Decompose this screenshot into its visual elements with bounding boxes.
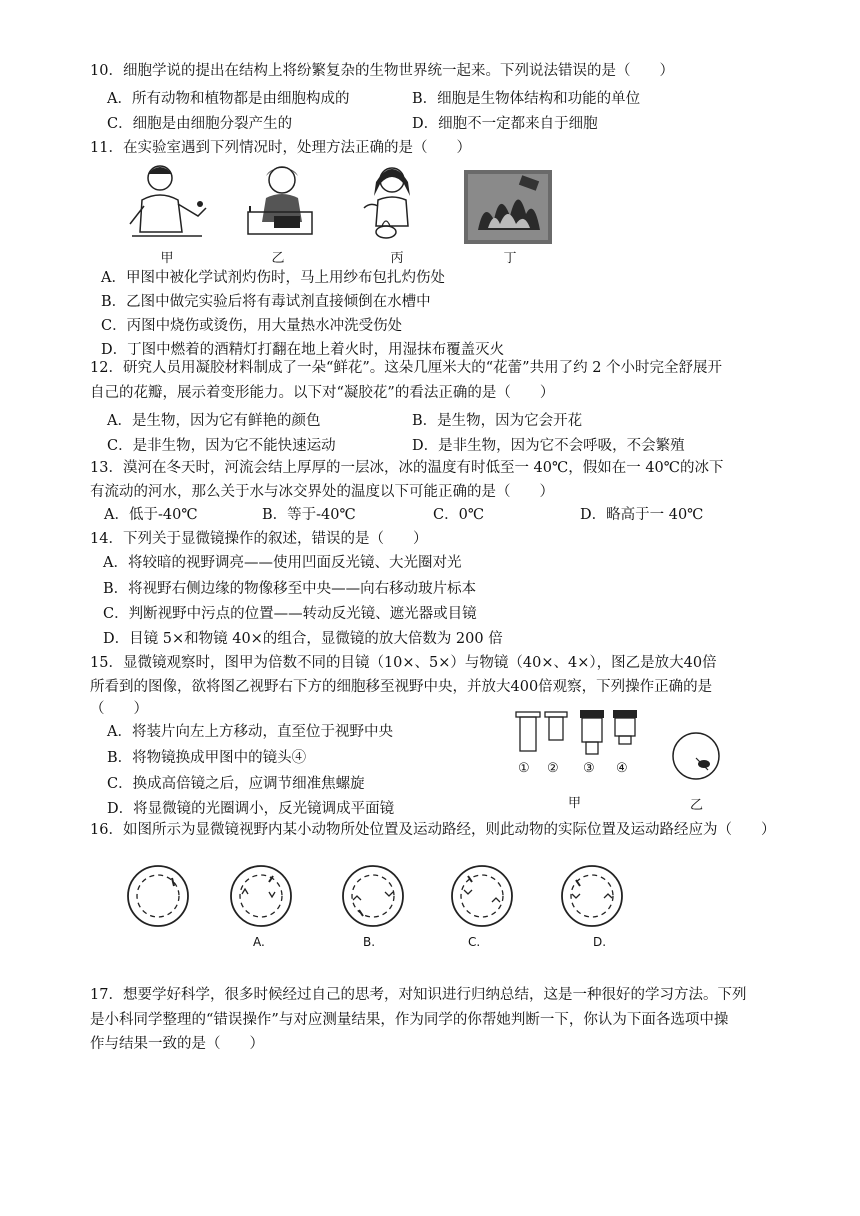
- q16-label-a: A.: [253, 935, 265, 949]
- q14-option-c[interactable]: C．判断视野中污点的位置——转动反光镜、遮光器或目镜: [103, 606, 477, 622]
- lab-accident-figure-yi: [244, 160, 316, 244]
- q11-option-c[interactable]: C．丙图中烧伤或烫伤，用大量热水冲洗受伤处: [101, 318, 403, 334]
- q12-option-b[interactable]: B．是生物，因为它会开花: [412, 413, 583, 429]
- q17-stem-line3: 作与结果一致的是（ ）: [90, 1036, 264, 1052]
- q17-stem-line2: 是小科同学整理的“错误操作”与对应测量结果，作为同学的你帮她判断一下，你认为下面各选项中操: [90, 1012, 729, 1028]
- q11-option-a[interactable]: A．甲图中被化学试剂灼伤时，马上用纱布包扎灼伤处: [101, 270, 445, 286]
- q16-question-circle: [126, 864, 190, 928]
- lens-number-3: ③: [583, 761, 595, 776]
- q16-option-b-circle[interactable]: [341, 864, 405, 928]
- q14-option-a[interactable]: A．将较暗的视野调亮——使用凹面反光镜、大光圈对光: [103, 555, 462, 571]
- q12-option-d[interactable]: D．是非生物，因为它不会呼吸，不会繁殖: [412, 438, 685, 454]
- lens-number-1: ①: [518, 761, 530, 776]
- q15-stem-line1: 15．显微镜观察时，图甲为倍数不同的目镜（10×、5×）与物镜（40×、4×），图乙是放大40倍: [90, 655, 717, 671]
- q15-option-d[interactable]: D．将显微镜的光圈调小，反光镜调成平面镜: [107, 801, 395, 817]
- q13-option-b[interactable]: B．等于-40℃: [262, 507, 356, 523]
- q13-option-c[interactable]: C．0℃: [433, 507, 485, 523]
- q10-option-d[interactable]: D．细胞不一定都来自于细胞: [412, 116, 598, 132]
- figure-label-ding: 丁: [503, 251, 517, 266]
- q16-label-c: C.: [468, 935, 481, 949]
- q16-option-c-circle[interactable]: [450, 864, 514, 928]
- q15-option-b[interactable]: B．将物镜换成甲图中的镜头④: [107, 750, 307, 766]
- q16-stem: 16．如图所示为显微镜视野内某小动物所处位置及运动路经，则此动物的实际位置及运动路经应为（ ）: [90, 822, 776, 838]
- q10-option-a[interactable]: A．所有动物和植物都是由细胞构成的: [107, 91, 350, 107]
- field-of-view-figure: [670, 730, 722, 782]
- lab-accident-figure-bing: [356, 160, 432, 244]
- q10-stem: 10．细胞学说的提出在结构上将纷繁复杂的生物世界统一起来。下列说法错误的是（ ）: [90, 63, 674, 79]
- q12-stem-line1: 12．研究人员用凝胶材料制成了一朵“鲜花”。这朵几厘米大的“花蕾”共用了约 2 个小时完全舒展开: [90, 360, 723, 376]
- q16-option-a-circle[interactable]: [229, 864, 293, 928]
- figure-label-jia-lens: 甲: [568, 796, 582, 811]
- figure-label-yi-view: 乙: [690, 798, 704, 813]
- q14-option-b[interactable]: B．将视野右侧边缘的物像移至中央——向右移动玻片标本: [103, 581, 477, 597]
- q14-option-d[interactable]: D．目镜 5×和物镜 40×的组合，显微镜的放大倍数为 200 倍: [103, 631, 503, 647]
- q12-stem-line2: 自己的花瓣，展示着变形能力。以下对“凝胶花”的看法正确的是（ ）: [90, 385, 555, 401]
- q12-option-c[interactable]: C．是非生物，因为它不能快速运动: [107, 438, 336, 454]
- figure-label-jia: 甲: [160, 251, 174, 266]
- q16-label-b: B.: [363, 935, 376, 949]
- q11-stem: 11．在实验室遇到下列情况时，处理方法正确的是（ ）: [90, 140, 471, 156]
- q10-option-b[interactable]: B．细胞是生物体结构和功能的单位: [412, 91, 641, 107]
- lab-accident-figure-jia: [122, 160, 212, 248]
- q11-option-d[interactable]: D．丁图中燃着的酒精灯打翻在地上着火时，用湿抹布覆盖灭火: [101, 342, 505, 358]
- lens-set-figure: [512, 708, 652, 764]
- q17-stem-line1: 17．想要学好科学，很多时候经过自己的思考，对知识进行归纳总结，这是一种很好的学习方法。下列: [90, 987, 747, 1003]
- q13-stem-line2: 有流动的河水，那么关于水与冰交界处的温度以下可能正确的是（ ）: [90, 484, 554, 500]
- q14-stem: 14．下列关于显微镜操作的叙述，错误的是（ ）: [90, 531, 428, 547]
- q13-stem-line1: 13．漠河在冬天时，河流会结上厚厚的一层冰，冰的温度有时低至一 40℃，假如在一 40℃的冰下: [90, 460, 724, 476]
- q13-option-a[interactable]: A．低于-40℃: [104, 507, 198, 523]
- q15-stem-line2: 所看到的图像，欲将图乙视野右下方的细胞移至视野中央，并放大400倍观察，下列操作正确的是: [90, 679, 713, 695]
- figure-label-yi: 乙: [271, 251, 285, 266]
- q16-label-d: D.: [593, 935, 607, 949]
- figure-label-bing: 丙: [390, 251, 404, 266]
- q16-option-d-circle[interactable]: [560, 864, 624, 928]
- lab-accident-figure-ding: [464, 170, 552, 244]
- q15-option-a[interactable]: A．将装片向左上方移动，直至位于视野中央: [107, 724, 393, 740]
- q15-option-c[interactable]: C．换成高倍镜之后，应调节细准焦螺旋: [107, 776, 365, 792]
- q15-stem-line3: （ ）: [90, 701, 148, 717]
- q13-option-d[interactable]: D．略高于一 40℃: [580, 507, 704, 523]
- q12-option-a[interactable]: A．是生物，因为它有鲜艳的颜色: [107, 413, 321, 429]
- lens-number-2: ②: [547, 761, 559, 776]
- lens-number-4: ④: [616, 761, 628, 776]
- q11-option-b[interactable]: B．乙图中做完实验后将有毒试剂直接倾倒在水槽中: [101, 294, 431, 310]
- q10-option-c[interactable]: C．细胞是由细胞分裂产生的: [107, 116, 293, 132]
